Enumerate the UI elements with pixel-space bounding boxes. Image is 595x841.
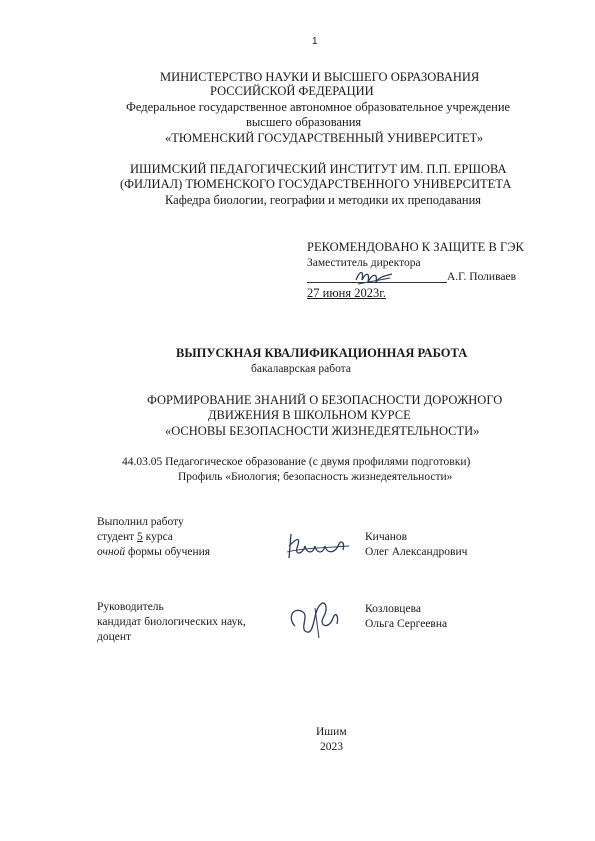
title-line-1: ФОРМИРОВАНИЕ ЗНАНИЙ О БЕЗОПАСНОСТИ ДОРОЖНОГО bbox=[147, 393, 503, 407]
institution-type-line-2: высшего образования bbox=[246, 115, 362, 129]
student-signature-icon bbox=[283, 528, 353, 564]
study-form: очной bbox=[97, 546, 126, 558]
institute-line-1: ИШИМСКИЙ ПЕДАГОГИЧЕСКИЙ ИНСТИТУТ ИМ. П.П. ЕРШОВА bbox=[130, 162, 507, 176]
footer-city: Ишим bbox=[316, 726, 347, 738]
student-surname: Кичанов bbox=[365, 531, 408, 543]
student-name: Олег Александрович bbox=[365, 546, 468, 558]
supervisor-surname: Козловцева bbox=[365, 603, 421, 615]
institute-line-2: (ФИЛИАЛ) ТЮМЕНСКОГО ГОСУДАРСТВЕННОГО УНИВЕРСИТЕТА bbox=[120, 177, 512, 191]
title-line-2: ДВИЖЕНИЯ В ШКОЛЬНОМ КУРСЕ bbox=[208, 408, 411, 422]
work-subtype: бакалаврская работа bbox=[251, 363, 351, 375]
title-line-3: «ОСНОВЫ БЕЗОПАСНОСТИ ЖИЗНЕДЕЯТЕЛЬНОСТИ» bbox=[165, 424, 480, 438]
approval-signer: А.Г. Поливаев bbox=[447, 271, 516, 283]
student-label-line-2: студент 5 курса bbox=[97, 531, 173, 543]
department-name: Кафедра биологии, географии и методики их преподавания bbox=[165, 193, 482, 207]
footer-year: 2023 bbox=[320, 741, 343, 753]
supervisor-label-line-1: Руководитель bbox=[97, 601, 164, 613]
page-number: 1 bbox=[312, 36, 318, 47]
approval-heading: РЕКОМЕНДОВАНО К ЗАЩИТЕ В ГЭК bbox=[307, 240, 524, 254]
ministry-line-1: МИНИСТЕРСТВО НАУКИ И ВЫСШЕГО ОБРАЗОВАНИЯ bbox=[160, 70, 480, 84]
program-line-1: 44.03.05 Педагогическое образование (с двумя профилями подготовки) bbox=[122, 456, 471, 468]
approval-role: Заместитель директора bbox=[307, 257, 421, 269]
program-line-2: Профиль «Биология; безопасность жизнедеятельности» bbox=[178, 471, 453, 483]
course-number: 5 bbox=[137, 531, 143, 543]
institution-type-line-1: Федеральное государственное автономное образовательное учреждение bbox=[126, 100, 511, 114]
student-label-line-1: Выполнил работу bbox=[97, 516, 184, 528]
supervisor-label-line-3: доцент bbox=[97, 631, 132, 643]
work-type: ВЫПУСКНАЯ КВАЛИФИКАЦИОННАЯ РАБОТА bbox=[176, 346, 468, 360]
ministry-line-2: РОССИЙСКОЙ ФЕДЕРАЦИИ bbox=[210, 84, 374, 98]
supervisor-label-line-2: кандидат биологических наук, bbox=[97, 616, 246, 628]
university-name: «ТЮМЕНСКИЙ ГОСУДАРСТВЕННЫЙ УНИВЕРСИТЕТ» bbox=[165, 131, 484, 145]
approval-date: 27 июня 2023г. bbox=[307, 286, 387, 300]
student-label-line-3: очной формы обучения bbox=[97, 546, 211, 558]
supervisor-signature-icon bbox=[285, 596, 345, 642]
approval-signature-icon bbox=[352, 266, 398, 288]
supervisor-name: Ольга Сергеевна bbox=[365, 618, 448, 630]
